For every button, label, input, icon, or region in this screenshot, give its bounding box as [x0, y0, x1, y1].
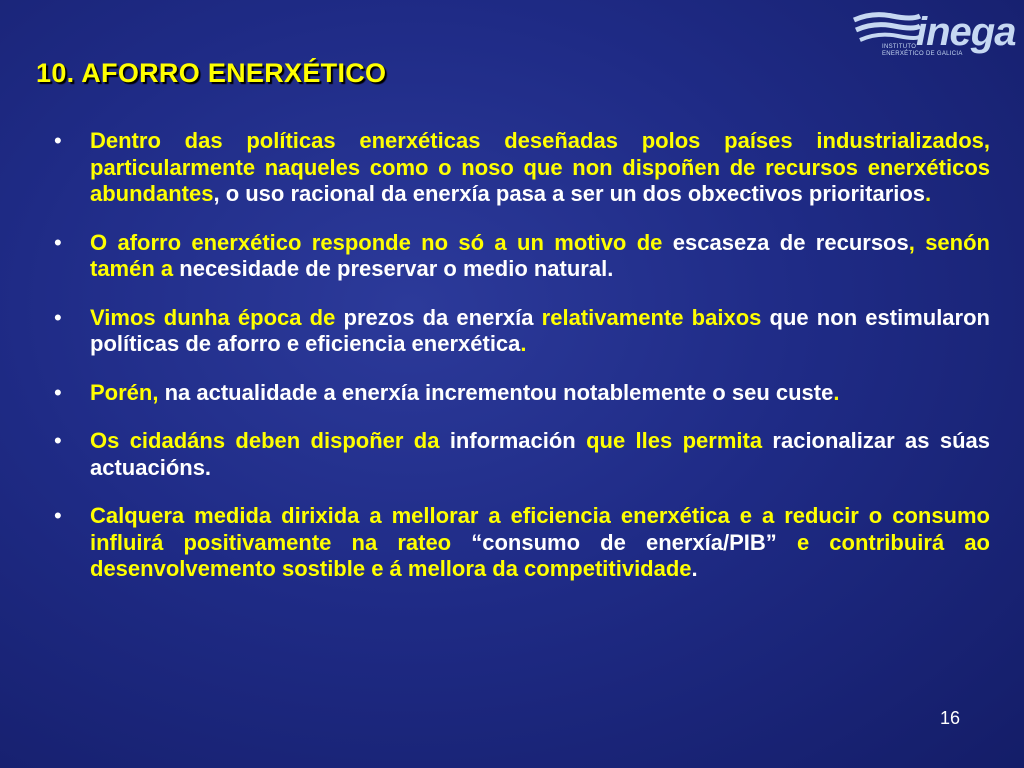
bullet-text-segment: información — [439, 428, 587, 453]
bullet-text-segment: , o uso racional da enerxía pasa a ser un dos obxectivos prioritarios — [213, 181, 926, 206]
bullet-text-segment: e contribuirá ao desenvolvemento sostible e á mellora da competitividade — [90, 529, 990, 581]
bullet-text-segment: Os cidadáns deben dispoñer da — [90, 428, 440, 453]
bullet-text-segment: necesidade de preservar o medio natural. — [173, 256, 614, 281]
bullet-text-segment: , senón tamén a — [90, 229, 990, 281]
bullet-item — [54, 380, 990, 407]
bullet-marker: • — [54, 229, 62, 255]
bullet-text-segment: Calquera medida dirixida a mellorar a eficiencia enerxética e a reducir o consumo influirá positivamente na rateo — [90, 503, 990, 555]
bullet-item — [54, 428, 990, 481]
bullet-text-segment: . — [520, 331, 527, 356]
bullet-text-segment: na actualidade a enerxía incrementou notablemente o seu custe — [158, 379, 834, 405]
logo-wordmark: inega — [916, 10, 1016, 54]
logo-subtitle-line2: ENERXÉTICO DE GALICIA — [882, 51, 963, 57]
bullet-text-segment: Porén, — [90, 379, 159, 405]
bullet-text-segment: que non estimularon políticas de aforro e eficiencia enerxética — [90, 304, 990, 356]
bullet-text-segment: escaseza de recursos — [662, 229, 909, 255]
bullet-marker: • — [54, 128, 62, 153]
page-number: 16 — [940, 708, 961, 728]
logo-subtitle — [882, 44, 963, 58]
bullet-text-segment: relativamente baixos — [541, 304, 762, 330]
bullet-text-segment: racionalizar as súas actuacións. — [90, 428, 991, 480]
logo-subtitle-line1: INSTITUTO — [882, 44, 917, 50]
bullet-marker: • — [54, 503, 62, 528]
bullet-text-segment: Vimos dunha época de — [90, 304, 336, 330]
bullet-text-segment: “consumo de enerxía/PIB” — [451, 529, 797, 555]
inega-logo — [852, 10, 1016, 65]
bullet-marker: • — [54, 428, 62, 453]
bullet-text-segment: . — [691, 556, 698, 581]
bullet-item — [54, 230, 990, 283]
bullet-text-segment: que lles permita — [586, 428, 763, 453]
bullet-text-segment: Dentro das políticas enerxéticas deseñadas polos países industrializados, particularmente naqueles como o noso que non dispoñen de recursos enerxéticos abundantes — [90, 128, 990, 206]
bullet-text-segment: O aforro enerxético responde no só a un motivo de — [90, 229, 663, 255]
bullet-item — [54, 128, 990, 208]
bullet-marker: • — [54, 304, 62, 330]
bullet-item — [54, 503, 990, 583]
bullet-list — [54, 128, 990, 605]
slide-title: 10. AFORRO ENERXÉTICO — [36, 58, 387, 88]
bullet-item — [54, 305, 990, 358]
bullet-text-segment: . — [925, 181, 932, 206]
bullet-marker: • — [54, 379, 62, 405]
bullet-text-segment: . — [833, 379, 840, 405]
bullet-text-segment: prezos da enerxía — [335, 304, 542, 330]
